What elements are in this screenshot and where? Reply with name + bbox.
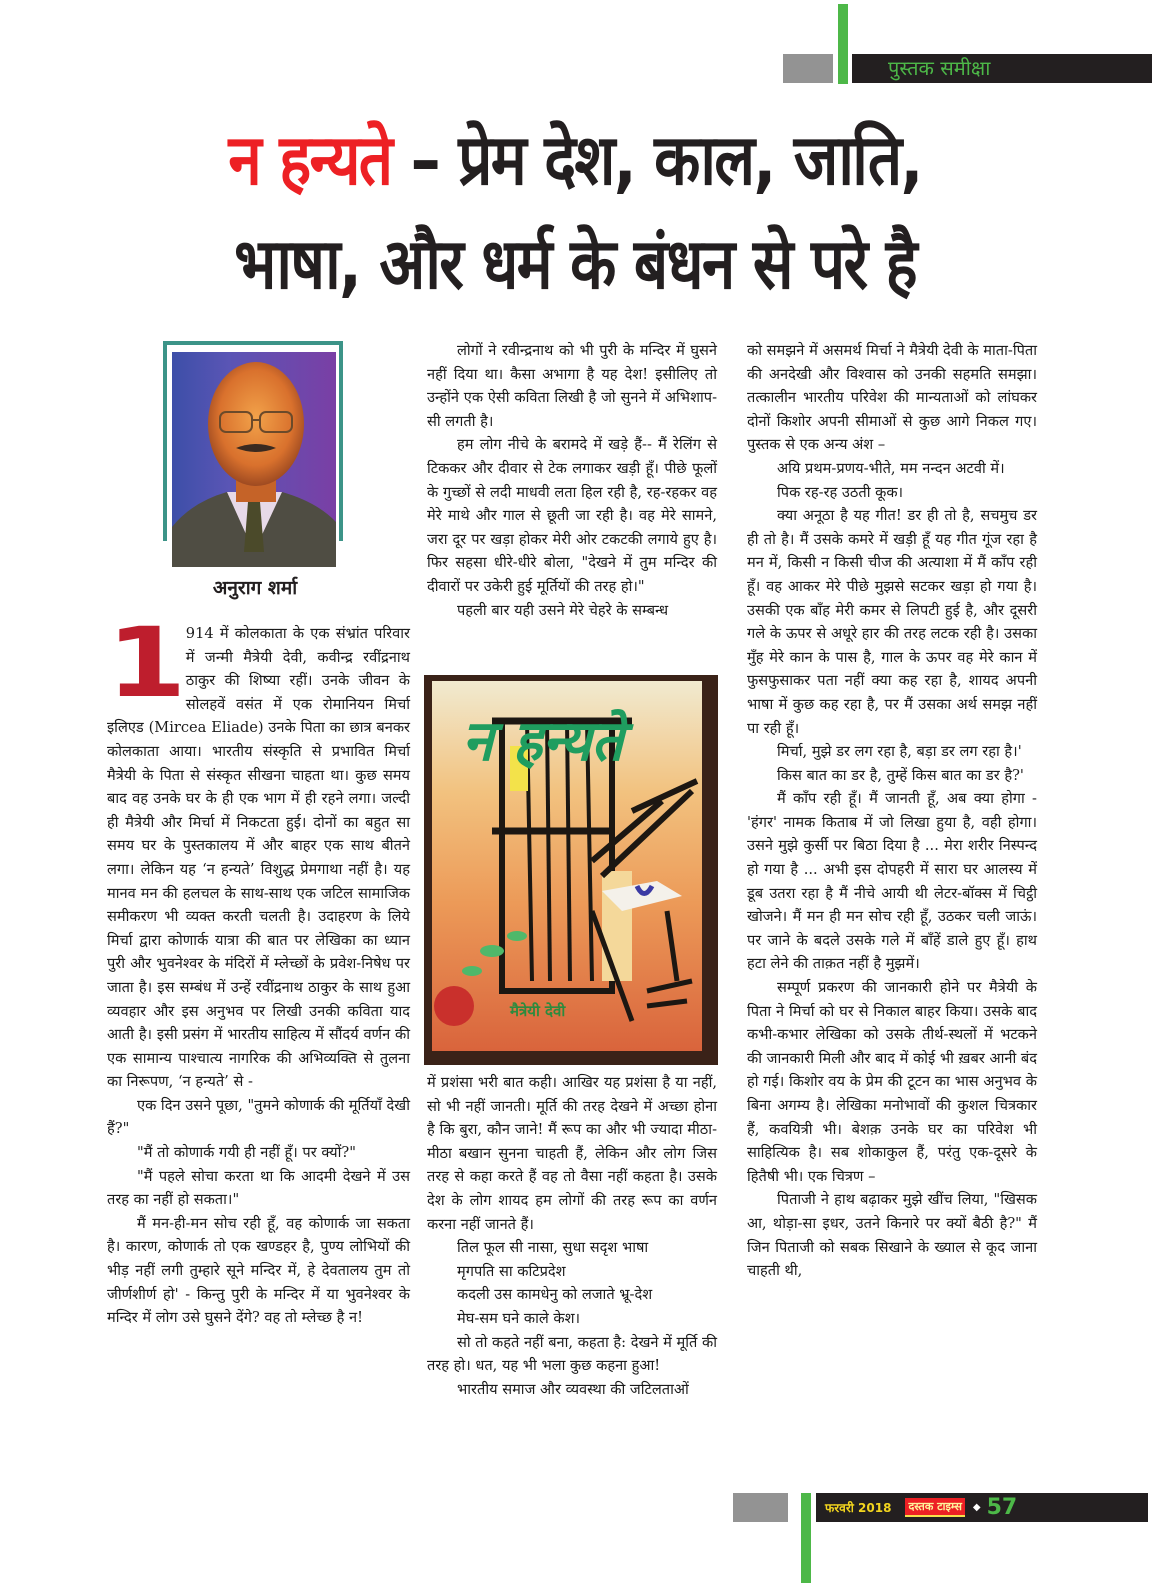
paragraph: मैं काँप रही हूँ। मैं जानती हूँ, अब क्या होगा - 'हंगर' नामक किताब में जो लिखा हुया है, वही होगा। उसने मुझे कुर्सी पर बिठा दिया है ... मेरा शरीर निस्पन्द हो गया है ... अभी इस दोपहरी में सारा घर आलस्य में डूब उतरा रहा है मैं नीचे आयी थी लेटर-बॉक्स में चिट्ठी खोजने। मैं मन ही मन सोच रही हूँ, उठकर चली जाऊं। पर जाने के बदले उसके गले में बाँहें डाले हुए हूँ। हाथ हटा लेने की ताक़त नहीं है मुझमें। [747,790,1037,973]
paragraph: "मैं पहले सोचा करता था कि आदमी देखने में उस तरह का नहीं हो सकता।" [107,1167,410,1209]
author-photo [172,352,336,567]
paragraph: "मैं तो कोणार्क गयी ही नहीं हूँ। पर क्यों?" [137,1144,356,1162]
book-cover-title: न हन्यते [462,708,624,774]
diamond-separator-icon: ◆ [972,1502,981,1513]
section-label: पुस्तक समीक्षा [852,54,1152,83]
verse-line: मृगपति सा कटिप्रदेश [457,1262,566,1280]
book-cover [432,681,702,1051]
paragraph: क्या अनूठा है यह गीत! डर ही तो है, सचमुच डर ही तो है। मैं उसके कमरे में खड़ी हूँ यह गीत गूंज रहा है मन में, किसी न किसी चीज की अत्याशा में मैं काँप रही हूँ। वह आकर मेरे पीछे मुझसे सटकर खड़ा हो गया है। उसकी एक बाँह मेरी कमर से लिपटी हुई है, और दूसरी गले के ऊपर से अधूरे हार की तरह लटक रही है। उसका मुँह मेरे कान के पास है, गाल के ऊपर वह मेरे कान में फुसफुसाकर पता नहीं क्या कह रहा है, शायद अपनी भाषा में कुछ कह रहा है, पर मैं उसका अर्थ समझ नहीं पा रही हूँ। [747,507,1037,737]
author-portrait-illustration [172,352,336,567]
paragraph: पहली बार यही उसने मेरे चेहरे के सम्बन्ध [457,601,669,619]
footer-green-rule [801,1493,811,1583]
header-gray-block [783,54,833,83]
page-number: 57 [986,1495,1018,1520]
paragraph: किस बात का डर है, तुम्हें किस बात का डर है?' [777,766,1024,784]
paragraph: में प्रशंसा भरी बात कही। आखिर यह प्रशंसा है या नहीं, सो भी नहीं जानती। मूर्ति की तरह देखने में अच्छा होना है कि बुरा, कौन जाने! मैं रूप का और भी ज्यादा मीठा-मीठा बखान सुनना चाहती हैं, लेकिन और लोग जिस तरह से कहा करते हैं वह तो वैसा नहीं कहता है। उसके देश के लोग शायद हम लोगों की तरह रूप का वर्णन करना नहीं जानते हैं। [427,1074,717,1233]
paragraph: भारतीय समाज और व्यवस्था की जटिलताओं [457,1380,689,1398]
paragraph: पिताजी ने हाथ बढ़ाकर मुझे खींच लिया, "खिसक आ, थोड़ा-सा इधर, उतने किनारे पर क्यों बैठी है?" मैं जिन पिताजी को सबक सिखाने के ख्याल से कूद जाना चाहती थी, [747,1191,1037,1280]
author-name: अनुराग शर्मा [212,577,298,599]
book-cover-author: मैत्रेयी देवी [510,1002,566,1020]
footer-gray-block [733,1493,788,1522]
issue-date: फरवरी 2018 [825,1501,892,1515]
article-column-3 [747,339,1037,1283]
article-column-2-top [427,339,717,622]
title-line1: – प्रेम देश, काल, जाति, [391,119,922,201]
book-cover-photo [424,675,718,1065]
paragraph: मिर्चा, मुझे डर लग रहा है, बड़ा डर लग रहा है।' [777,743,1022,761]
paragraph: पिक रह-रह उठती कूक। [777,483,904,501]
paragraph: एक दिन उसने पूछा, "तुमने कोणार्क की मूर्तियाँ देखी हैं?" [107,1096,410,1138]
paragraph: मैं मन-ही-मन सोच रही हूँ, वह कोणार्क जा सकता है। कारण, कोणार्क तो एक खण्डहर है, पुण्य लोभियों की भीड़ नहीं लगी तुम्हारे सूने मन्दिर में, हे देवतालय तुम तो जीर्णशीर्ण हो' - किन्तु पुरी के मन्दिर में या भुवनेश्वर के मन्दिर में लोग उसे घुसने देंगे? वह तो म्लेच्छ है न! [107,1214,410,1327]
paragraph: हम लोग नीचे के बरामदे में खड़े हैं-- मैं रेलिंग से टिककर और दीवार से टेक लगाकर खड़ी हूँ। पीछे फूलों के गुच्छों से लदी माधवी लता हिल रही है, रह-रहकर वह मेरे माथे और गाल से छूती जा रही है। वह मेरे सामने, जरा दूर पर खड़ा होकर मेरी ओर टकटकी लगाये हुए है। फिर सहसा धीरे-धीरे बोला, "देखने में तुम मन्दिर की दीवारों पर उकेरी हुई मूर्तियों की तरह हो।" [427,436,717,595]
paragraph: अयि प्रथम-प्रणय-भीते, मम नन्दन अटवी में। [777,459,1005,477]
drop-cap: 1 [106,607,187,719]
title-line2: भाषा, और धर्म के बंधन से परे है [234,223,916,305]
paragraph: सो तो कहते नहीं बना, कहता है: देखने में मूर्ति की तरह हो। धत, यह भी भला कुछ कहना हुआ! [427,1333,717,1375]
article-column-2-bottom [427,1071,717,1401]
paragraph: को समझने में असमर्थ मिर्चा ने मैत्रेयी देवी के माता-पिता की अनदेखी और विश्वास को उनकी सहमति समझा। तत्कालीन भारतीय परिवेश की मान्यताओं को लांघकर दोनों किशोर अपनी सीमाओं से कुछ आगे निकल गए। पुस्तक से एक अन्य अंश – [747,342,1037,454]
verse-line: तिल फूल सी नासा, सुधा सदृश भाषा [457,1239,649,1257]
verse-line: मेघ-सम घने काले केश। [457,1309,581,1327]
verse-line: कदली उस कामधेनु को लजाते भ्रू-देश [457,1286,653,1304]
footer-bar [816,1493,1148,1522]
header-green-rule [838,4,848,84]
magazine-logo: दस्तक टाइम्स [905,1498,964,1517]
paragraph: सम्पूर्ण प्रकरण की जानकारी होने पर मैत्रेयी के पिता ने मिर्चा को घर से निकाल बाहर किया। उसके बाद कभी-कभार लेखिका को उसके तीर्थ-स्थलों में भटकने की जानकारी मिली और बाद में कोई भी ख़बर आनी बंद हो गई। किशोर वय के प्रेम की टूटन का भास अनुभव के बिना अगम्य है। लेखिका मनोभावों की कुशल चित्रकार हैं, कवयित्री भी। बेशक़ उनके घर का परिवेश भी साहित्यिक है। सब शोकाकुल हैं, परंतु एक-दूसरे के हितैषी भी। एक चित्रण – [747,979,1037,1185]
paragraph: 914 में कोलकाता के एक संभ्रांत परिवार में जन्मी मैत्रेयी देवी, कवीन्द्र रवींद्रनाथ ठाकुर की शिष्या रहीं। उनके जीवन के सोलहवें वसंत में एक रोमानियन मिर्चा इलिएड (Mircea Eliade) उनके पिता का छात्र बनकर कोलकाता आया। भारतीय संस्कृति से प्रभावित मिर्चा मैत्रेयी के पिता से संस्कृत सीखना चाहता था। कुछ समय बाद वह उनके घर के ही एक भाग में ही रहने लगा। जल्दी ही मैत्रेयी और मिर्चा में निकटता हुई। दोनों का बहुत सा समय घर के पुस्तकालय में और बाहर एक साथ बीतने लगा। लेकिन यह ‘न हन्यते’ विशुद्ध प्रेमगाथा नहीं है। यह मानव मन की हलचल के साथ-साथ एक जटिल सामाजिक समीकरण भी व्यक्त करती चलती है। उदाहरण के लिये मिर्चा द्वारा कोणार्क यात्रा की बात पर लेखिका का ध्यान पुरी और भुवनेश्वर के मंदिरों में म्लेच्छों के प्रवेश-निषेध पर जाता है। इस सम्बंध में उन्हें रवींद्रनाथ ठाकुर के साथ हुआ व्यवहार और इस अनुभव पर लिखी उनकी कविता याद आती है। इसी प्रसंग में भारतीय साहित्य में सौंदर्य वर्णन की एक सामान्य पाश्चात्य नागरिक की अभिव्यक्ति से तुलना का निरूपण, ‘न हन्यते’ से - [107,625,410,1091]
title-highlight: न हन्यते [228,119,392,201]
article-title [167,108,984,316]
article-column-1 [106,607,410,1330]
paragraph: लोगों ने रवीन्द्रनाथ को भी पुरी के मन्दिर में घुसने नहीं दिया था। कैसा अभागा है यह देश! इसीलिए तो उन्होंने एक ऐसी कविता लिखी है जो सुनने में अभिशाप-सी लगती है। [427,342,717,430]
